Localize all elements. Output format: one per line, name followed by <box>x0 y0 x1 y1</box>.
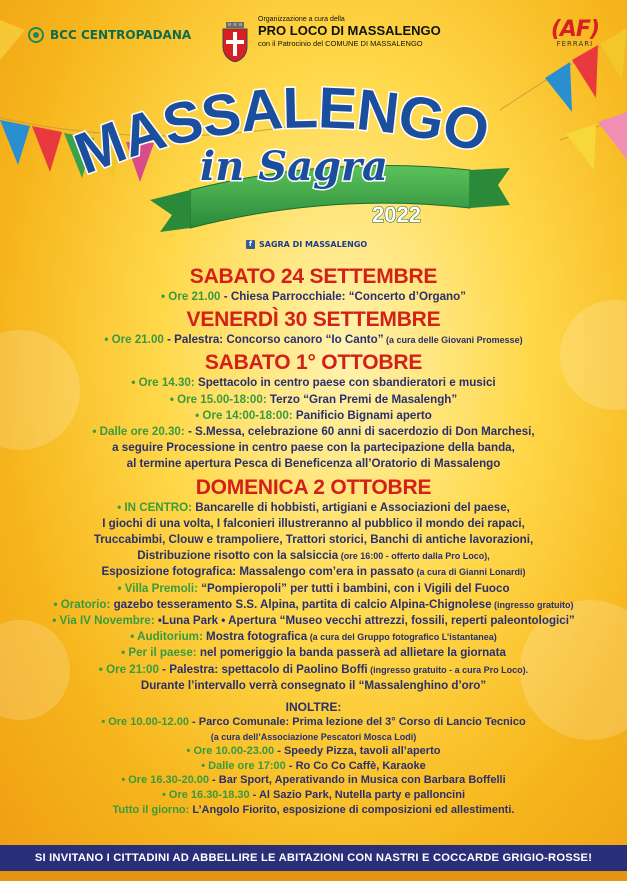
line-text: - Parco Comunale: Prima lezione del 3° Corso di Lancio Tecnico <box>188 716 526 729</box>
line-text: I giochi di una volta, I falconieri illustreranno al pubblico il mondo dei rapaci, <box>102 516 525 530</box>
organizer-small-label: Organizzazione a cura della <box>258 16 345 23</box>
line-lead: • Via IV Novembre: <box>52 614 155 628</box>
facebook-link[interactable] <box>246 240 367 249</box>
line-lead: • Ore 21.00 <box>104 333 164 347</box>
line-text: a seguire Processione in centro paese con la partecipazione della banda, <box>112 441 515 455</box>
program-line <box>0 424 627 440</box>
line-text: •Luna Park • Apertura “Museo vecchi attrezzi, fossili, reperti paleontologici” <box>154 614 575 628</box>
line-lead: • Ore 15.00-18:00: <box>169 392 267 406</box>
line-text: - Palestra: spettacolo di Paolino Boffi <box>158 662 368 676</box>
line-lead: • Ore 21:00 <box>98 662 159 676</box>
line-text: Bancarelle di hobbisti, artigiani e Associazioni del paese, <box>192 500 510 514</box>
line-lead: • IN CENTRO: <box>117 500 193 514</box>
line-note: (a cura delle Giovani Promesse) <box>383 335 523 346</box>
town-crest-icon <box>220 22 250 62</box>
program-line <box>0 392 627 408</box>
line-text: - Speedy Pizza, tavoli all’aperto <box>274 745 441 758</box>
line-lead: • Ore 14:00-18:00: <box>195 408 293 422</box>
day-heading: DOMENICA 2 OTTOBRE <box>195 475 432 499</box>
program-line <box>0 662 627 678</box>
line-text: Mostra fotografica <box>202 630 308 644</box>
title-logo <box>0 60 627 245</box>
program-line <box>0 759 627 774</box>
program-line <box>0 500 627 516</box>
line-lead: • Dalle ore 17:00 <box>201 759 286 772</box>
footer-banner: SI INVITANO I CITTADINI AD ABBELLIRE LE ABITAZIONI CON NASTRI E COCCARDE GRIGIO-ROSSE! <box>0 845 627 871</box>
line-text: gazebo tesseramento S.S. Alpina, partita di calcio Alpina-Chignolese <box>110 597 492 611</box>
program-line <box>0 408 627 424</box>
program-line <box>0 730 627 745</box>
line-lead: • Ore 10.00-12.00 <box>101 716 189 729</box>
program-line <box>0 581 627 597</box>
line-lead: • Ore 21.00 <box>161 290 221 303</box>
line-text: L’Angolo Fiorito, esposizione di composizioni ed allestimenti. <box>189 803 515 816</box>
line-lead: • Oratorio: <box>53 597 111 611</box>
bottom-strip <box>0 871 627 881</box>
program <box>0 262 627 817</box>
program-line <box>0 564 627 580</box>
line-lead: • Ore 16.30-18.30 <box>161 789 250 802</box>
inoltre-heading: INOLTRE: <box>285 700 342 715</box>
program-line <box>0 516 627 532</box>
line-text: - Al Sazio Park, Nutella party e palloncini <box>249 789 465 802</box>
line-note: (ore 16:00 - offerto dalla Pro Loco), <box>338 551 490 562</box>
bcc-logo-icon <box>28 27 44 43</box>
line-text: - Bar Sport, Aperativando in Musica con Barbara Boffelli <box>208 774 506 787</box>
day-heading: SABATO 1° OTTOBRE <box>204 351 423 375</box>
program-line <box>0 440 627 456</box>
line-text: Truccabimbi, Clouw e trampoliere, Trattori storici, Banchi di antiche lavorazioni, <box>93 533 534 547</box>
line-text: - Ro Co Co Caffè, Karaoke <box>285 759 426 772</box>
program-line <box>0 375 627 391</box>
line-text: nel pomeriggio la banda passerà ad allietare la giornata <box>196 646 506 660</box>
line-text: - S.Messa, celebrazione 60 anni di sacerdozio di Don Marchesi, <box>184 425 535 439</box>
program-line <box>0 773 627 788</box>
line-text: Distribuzione risotto con la salsiccia <box>137 549 339 563</box>
sponsor-ferrari <box>550 17 599 48</box>
line-note: (ingresso gratuito - a cura Pro Loco). <box>367 664 529 675</box>
sponsor-left-label: BCC CENTROPADANA <box>50 28 192 42</box>
af-logo: (AF) <box>550 17 599 42</box>
program-line <box>0 803 627 818</box>
line-lead: • Per il paese: <box>121 646 197 660</box>
program-line <box>0 744 627 759</box>
line-note: (ingresso gratuito) <box>491 599 574 610</box>
program-line <box>0 715 627 730</box>
facebook-label: SAGRA DI MASSALENGO <box>259 240 368 249</box>
program-line <box>0 788 627 803</box>
organizer-name: PRO LOCO DI MASSALENGO <box>258 23 441 38</box>
title-main: MASSALENGO <box>66 75 496 187</box>
line-text: Terzo “Gran Premi de Masalengh” <box>266 392 458 406</box>
patronage-label: con il Patrocinio del COMUNE DI MASSALENGO <box>258 39 423 48</box>
line-note: (a cura dell’Associazione Pescatori Mosca Lodi) <box>210 731 417 742</box>
program-line <box>0 629 627 645</box>
line-lead: • Villa Premoli: <box>117 581 198 595</box>
line-text: - Chiesa Parrocchiale: “Concerto d’Organo” <box>220 290 466 303</box>
program-line <box>0 532 627 548</box>
line-text: Durante l’intervallo verrà consegnato il “Massalenghino d’oro” <box>140 678 487 692</box>
program-line <box>0 456 627 472</box>
line-lead: • Auditorium: <box>130 630 203 644</box>
facebook-icon: f <box>246 240 255 249</box>
organizer-block <box>220 16 441 62</box>
program-line <box>0 678 627 694</box>
line-text: - Palestra: Concorso canoro “Io Canto” <box>163 333 384 347</box>
line-text: Panificio Bignami aperto <box>292 408 432 422</box>
day-heading: SABATO 24 SETTEMBRE <box>189 265 438 288</box>
inoltre-list <box>0 715 627 817</box>
title-year: 2022 <box>372 202 421 227</box>
line-text: al termine apertura Pesca di Beneficenza all’Oratorio di Massalengo <box>126 457 501 471</box>
line-text: Spettacolo in centro paese con sbandieratori e musici <box>194 376 496 390</box>
program-line <box>0 597 627 613</box>
line-note: (a cura di Gianni Lonardi) <box>413 567 526 578</box>
program-line <box>0 289 627 305</box>
day-heading: VENERDÌ 30 SETTEMBRE <box>186 308 441 332</box>
line-lead: • Ore 16.30-20.00 <box>121 774 209 787</box>
program-line <box>0 548 627 564</box>
line-lead: Tutto il giorno: <box>112 803 190 816</box>
program-line <box>0 645 627 661</box>
sponsor-bcc <box>28 27 191 43</box>
line-lead: • Ore 14.30: <box>131 376 195 390</box>
program-line <box>0 613 627 629</box>
line-text: Esposizione fotografica: Massalengo com’era in passato <box>101 565 414 579</box>
title-sub: in Sagra <box>200 143 388 190</box>
af-logo-sub: FERRARI <box>556 40 594 48</box>
line-lead: • Ore 10.00-23.00 <box>186 745 275 758</box>
line-text: “Pompieropoli” per tutti i bambini, con i Vigili del Fuoco <box>197 581 510 595</box>
line-lead: • Dalle ore 20.30: <box>92 425 185 439</box>
program-line <box>0 332 627 348</box>
line-note: (a cura del Gruppo fotografico L’istantanea) <box>307 632 497 643</box>
